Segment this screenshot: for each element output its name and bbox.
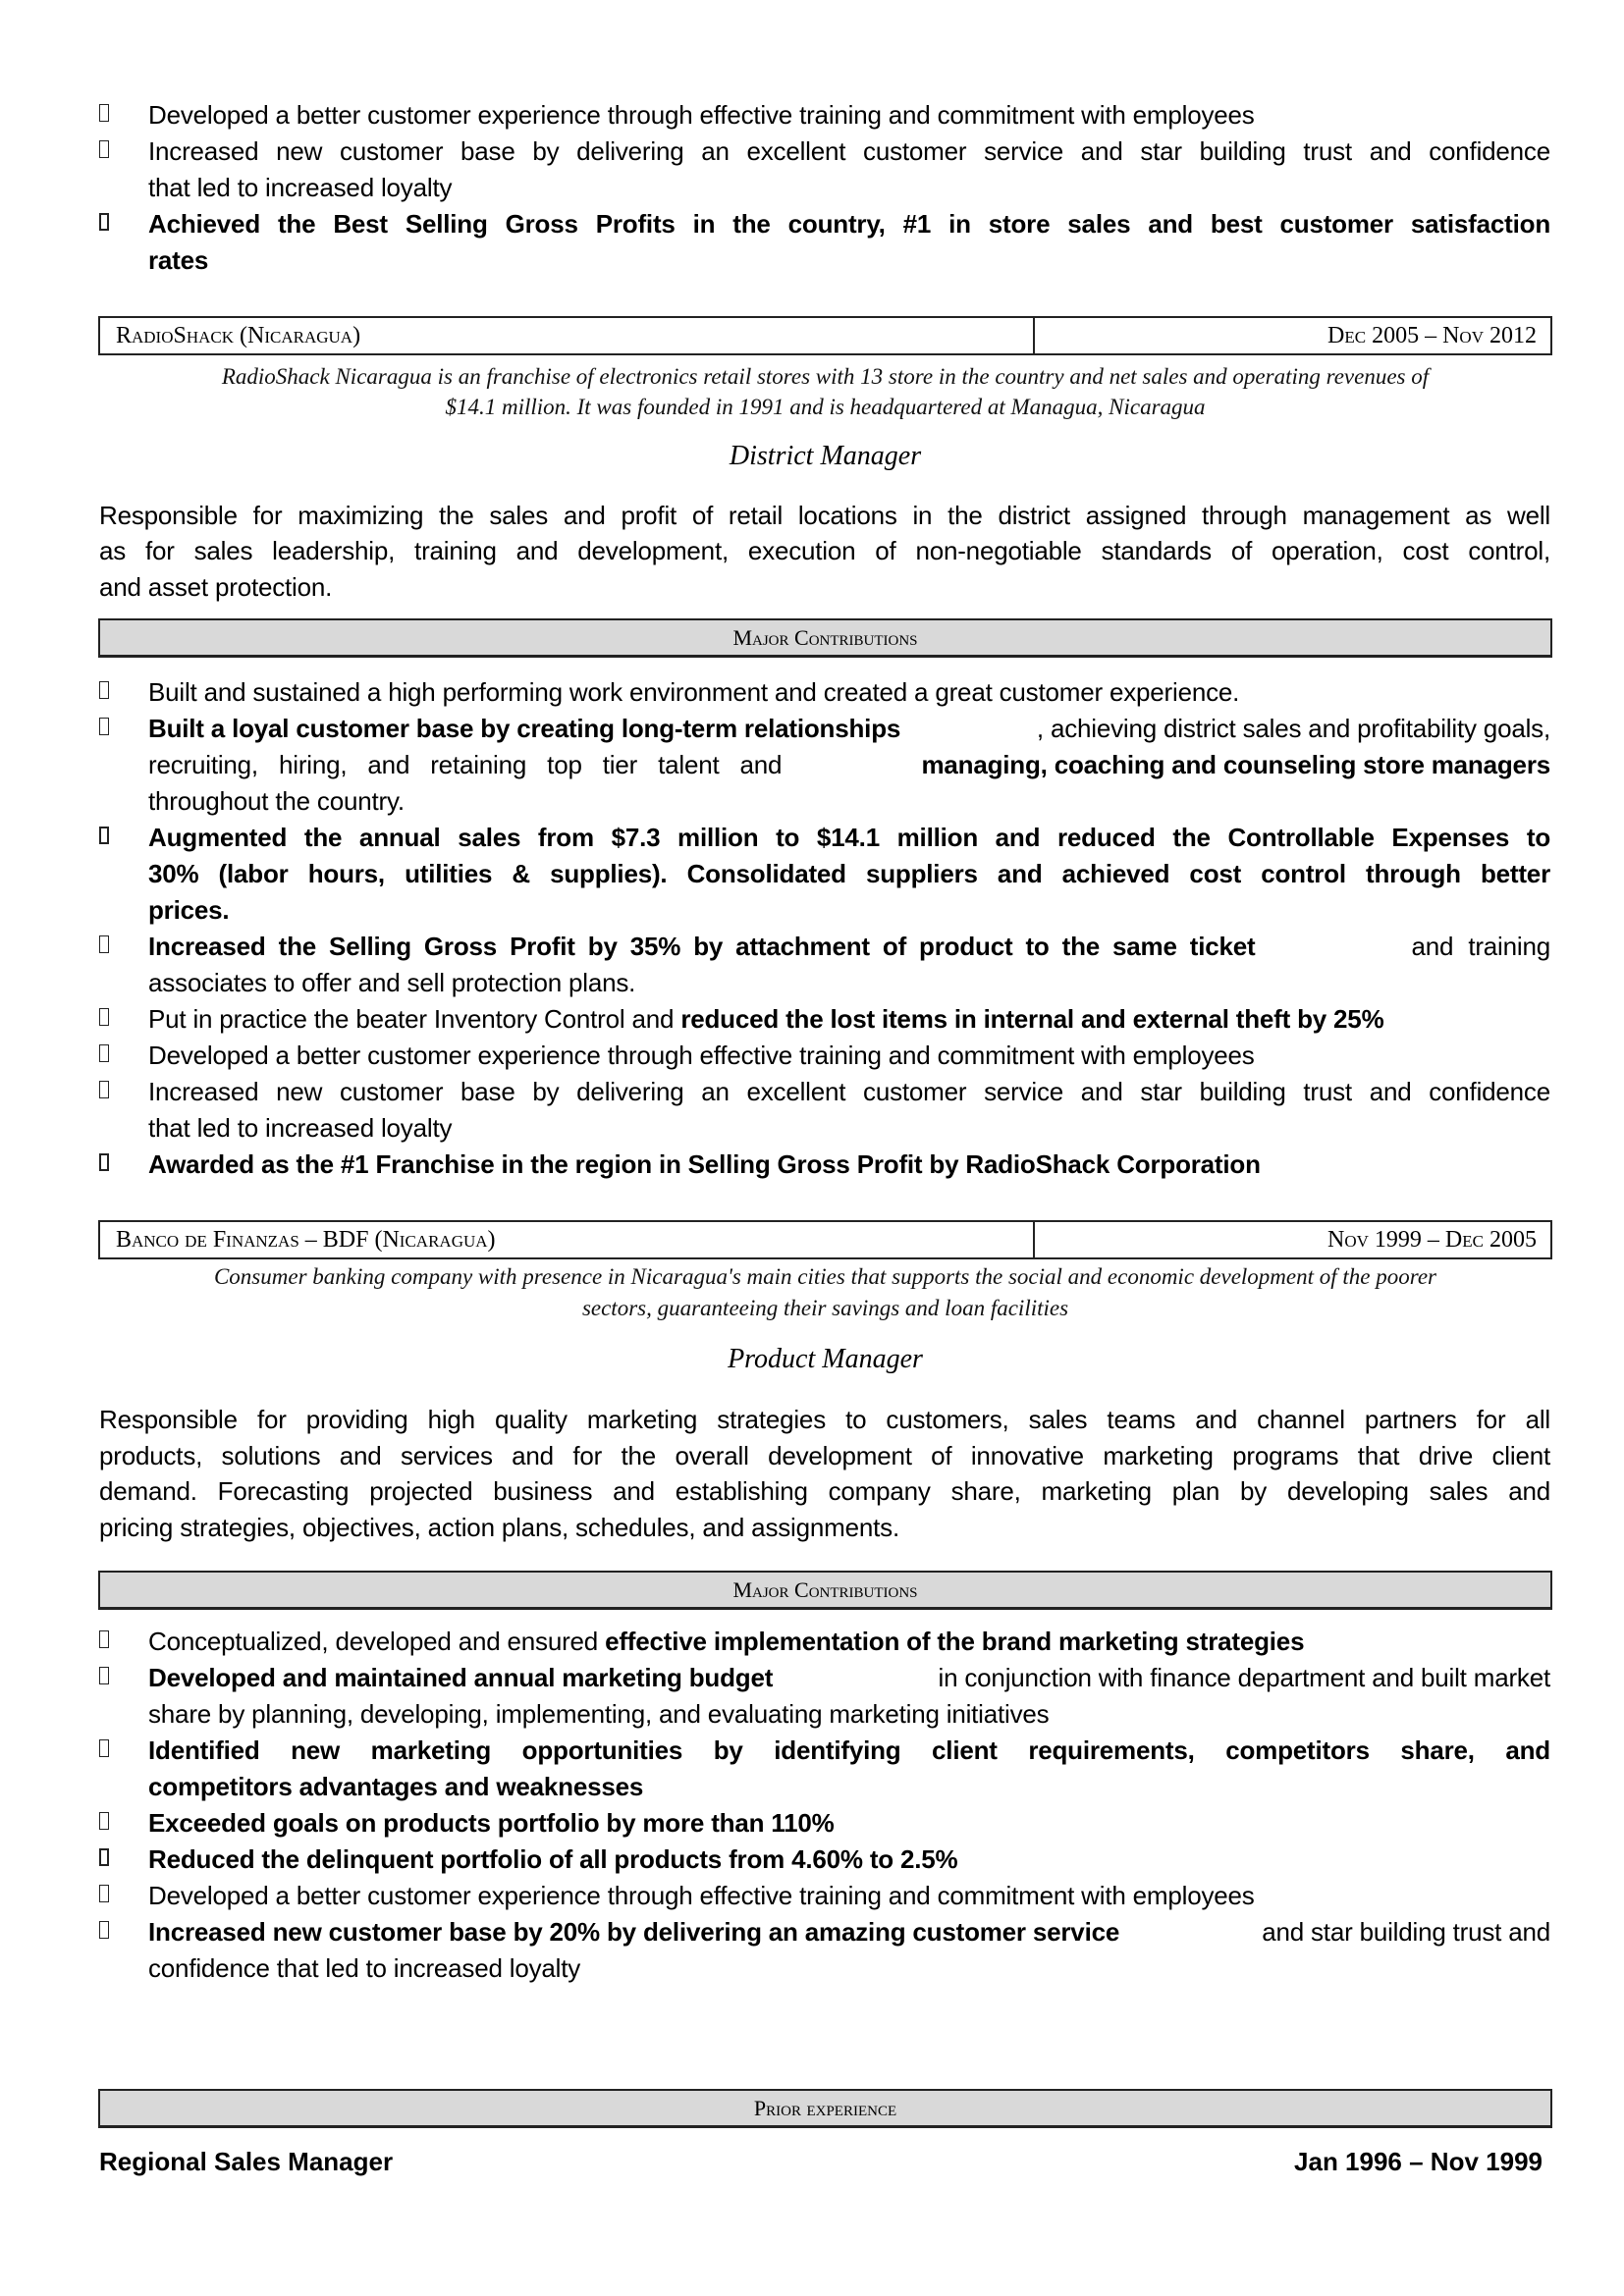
bullet-text-rest: recruiting, hiring, and retaining top tier talent and [148, 750, 783, 779]
prior-role-dates: Jan 1996 – Nov 1999 [1294, 2147, 1543, 2176]
bullet-icon [99, 213, 109, 231]
bullet-text-bold: Increased new customer base by 20% by delivering an amazing customer service [148, 1917, 1120, 1947]
job-title: Product Manager [728, 1344, 923, 1374]
column-divider [1033, 318, 1035, 353]
company-description: Consumer banking company with presence in Nicaragua's main cities that supports the social and economic development of the poorer [213, 1264, 1437, 1289]
bullet-icon [99, 1848, 109, 1866]
company-description: sectors, guaranteeing their savings and loan facilities [581, 1296, 1069, 1320]
bullet-text: Awarded as the #1 Franchise in the region in Selling Gross Profit by RadioShack Corporation [148, 1149, 1261, 1179]
bullet-text: Augmented the annual sales from $7.3 million to $14.1 million and reduced the Controllable Expenses to [148, 823, 1550, 852]
bullet-text: that led to increased loyalty [148, 173, 453, 202]
bullet-icon [99, 1812, 109, 1830]
bullet-text-rest: Conceptualized, developed and ensured [148, 1627, 599, 1656]
company-name: RadioShack (Nicaragua) [116, 323, 361, 348]
bullet-text: Reduced the delinquent portfolio of all products from 4.60% to 2.5% [148, 1844, 958, 1874]
bullet-text [148, 1917, 1550, 1947]
bullet-text: Developed a better customer experience through effective training and commitment with employees [148, 1881, 1255, 1910]
bullet-text: Achieved the Best Selling Gross Profits in the country, #1 in store sales and best customer satisfaction [148, 209, 1550, 239]
bullet-icon [99, 1921, 109, 1939]
bullet-text-rest: Put in practice the beater Inventory Control and [148, 1004, 675, 1034]
section-bar-major-contributions: Major Contributions [98, 1571, 1552, 1610]
bullet-text-rest: in conjunction with finance department and built market [938, 1663, 1550, 1692]
bullet-icon [99, 1008, 109, 1026]
section-bar-prior-experience: Prior experience [98, 2089, 1552, 2128]
company-header-bdf [98, 1220, 1552, 1259]
bullet-text [148, 1627, 1304, 1656]
bullet-text: associates to offer and sell protection plans. [148, 968, 636, 997]
bullet-text [148, 714, 1550, 743]
bullet-text: rates [148, 245, 209, 275]
employment-dates: Dec 2005 – Nov 2012 [1327, 323, 1537, 348]
job-title: District Manager [729, 441, 922, 471]
bullet-text: Increased new customer base by delivering an excellent customer service and star building trust and confidence [148, 1077, 1550, 1106]
role-summary: pricing strategies, objectives, action plans, schedules, and assignments. [99, 1513, 899, 1542]
bullet-text [148, 750, 1550, 779]
column-divider [1033, 1222, 1035, 1257]
bullet-text-bold: reduced the lost items in internal and external theft by 25% [680, 1004, 1384, 1034]
role-summary: and asset protection. [99, 572, 333, 602]
company-description: RadioShack Nicaragua is an franchise of electronics retail stores with 13 store in the country and net sales and operating revenues of [221, 364, 1430, 389]
bullet-icon [99, 1885, 109, 1902]
bullet-icon [99, 1153, 109, 1171]
section-bar-major-contributions: Major Contributions [98, 618, 1552, 658]
bullet-icon [99, 681, 109, 699]
role-summary: Responsible for providing high quality marketing strategies to customers, sales teams and channel partners for all [99, 1405, 1550, 1434]
bullet-text: share by planning, developing, implementing, and evaluating marketing initiatives [148, 1699, 1050, 1729]
bullet-icon [99, 104, 109, 122]
bullet-icon [99, 1044, 109, 1062]
bullet-text-bold: Developed and maintained annual marketing budget [148, 1663, 774, 1692]
bullet-text: competitors advantages and weaknesses [148, 1772, 644, 1801]
bullet-text-rest: and star building trust and [1262, 1917, 1550, 1947]
role-summary: demand. Forecasting projected business and establishing company share, marketing plan by developing sales and [99, 1476, 1550, 1506]
bullet-icon [99, 1667, 109, 1684]
bullet-text: Exceeded goals on products portfolio by more than 110% [148, 1808, 835, 1838]
bullet-text: confidence that led to increased loyalty [148, 1953, 581, 1983]
bullet-text-bold: Built a loyal customer base by creating long-term relationships [148, 714, 901, 743]
bullet-icon [99, 718, 109, 735]
bullet-icon [99, 935, 109, 953]
bullet-text: Developed a better customer experience through effective training and commitment with employees [148, 100, 1255, 130]
company-description: $14.1 million. It was founded in 1991 and is headquartered at Managua, Nicaragua [445, 395, 1206, 419]
bullet-icon [99, 1081, 109, 1098]
bullet-text: throughout the country. [148, 786, 405, 816]
bullet-text: Identified new marketing opportunities by identifying client requirements, competitors share, and [148, 1735, 1550, 1765]
bullet-text-rest: and training [1411, 932, 1550, 961]
company-name: Banco de Finanzas – BDF (Nicaragua) [116, 1227, 496, 1253]
bullet-icon [99, 1739, 109, 1757]
bullet-icon [99, 1630, 109, 1648]
bullet-text: Increased new customer base by delivering an excellent customer service and star building trust and confidence [148, 136, 1550, 166]
bullet-text [148, 1004, 1384, 1034]
company-header-radioshack [98, 316, 1552, 355]
bullet-icon [99, 140, 109, 158]
role-summary: as for sales leadership, training and development, execution of non-negotiable standards of operation, cost control, [99, 536, 1550, 565]
employment-dates: Nov 1999 – Dec 2005 [1327, 1227, 1537, 1253]
bullet-text-rest: , achieving district sales and profitability goals, [1036, 714, 1550, 743]
prior-role-row [99, 2147, 1543, 2176]
bullet-text: 30% (labor hours, utilities & supplies). Consolidated suppliers and achieved cost control through better [148, 859, 1550, 888]
prior-role-title: Regional Sales Manager [99, 2147, 394, 2176]
bullet-text [148, 1663, 1550, 1692]
bullet-text: Developed a better customer experience through effective training and commitment with employees [148, 1041, 1255, 1070]
bullet-icon [99, 827, 109, 844]
role-summary: Responsible for maximizing the sales and profit of retail locations in the district assigned through management as well [99, 501, 1550, 530]
role-summary: products, solutions and services and for the overall development of innovative marketing programs that drive client [99, 1441, 1550, 1470]
bullet-text-bold: Increased the Selling Gross Profit by 35% by attachment of product to the same ticket [148, 932, 1256, 961]
bullet-text: Built and sustained a high performing work environment and created a great customer experience. [148, 677, 1240, 707]
bullet-text: that led to increased loyalty [148, 1113, 453, 1143]
bullet-text-bold: effective implementation of the brand marketing strategies [605, 1627, 1305, 1656]
bullet-text: prices. [148, 895, 230, 925]
bullet-text [148, 932, 1550, 961]
bullet-text-bold: managing, coaching and counseling store managers [921, 750, 1550, 779]
